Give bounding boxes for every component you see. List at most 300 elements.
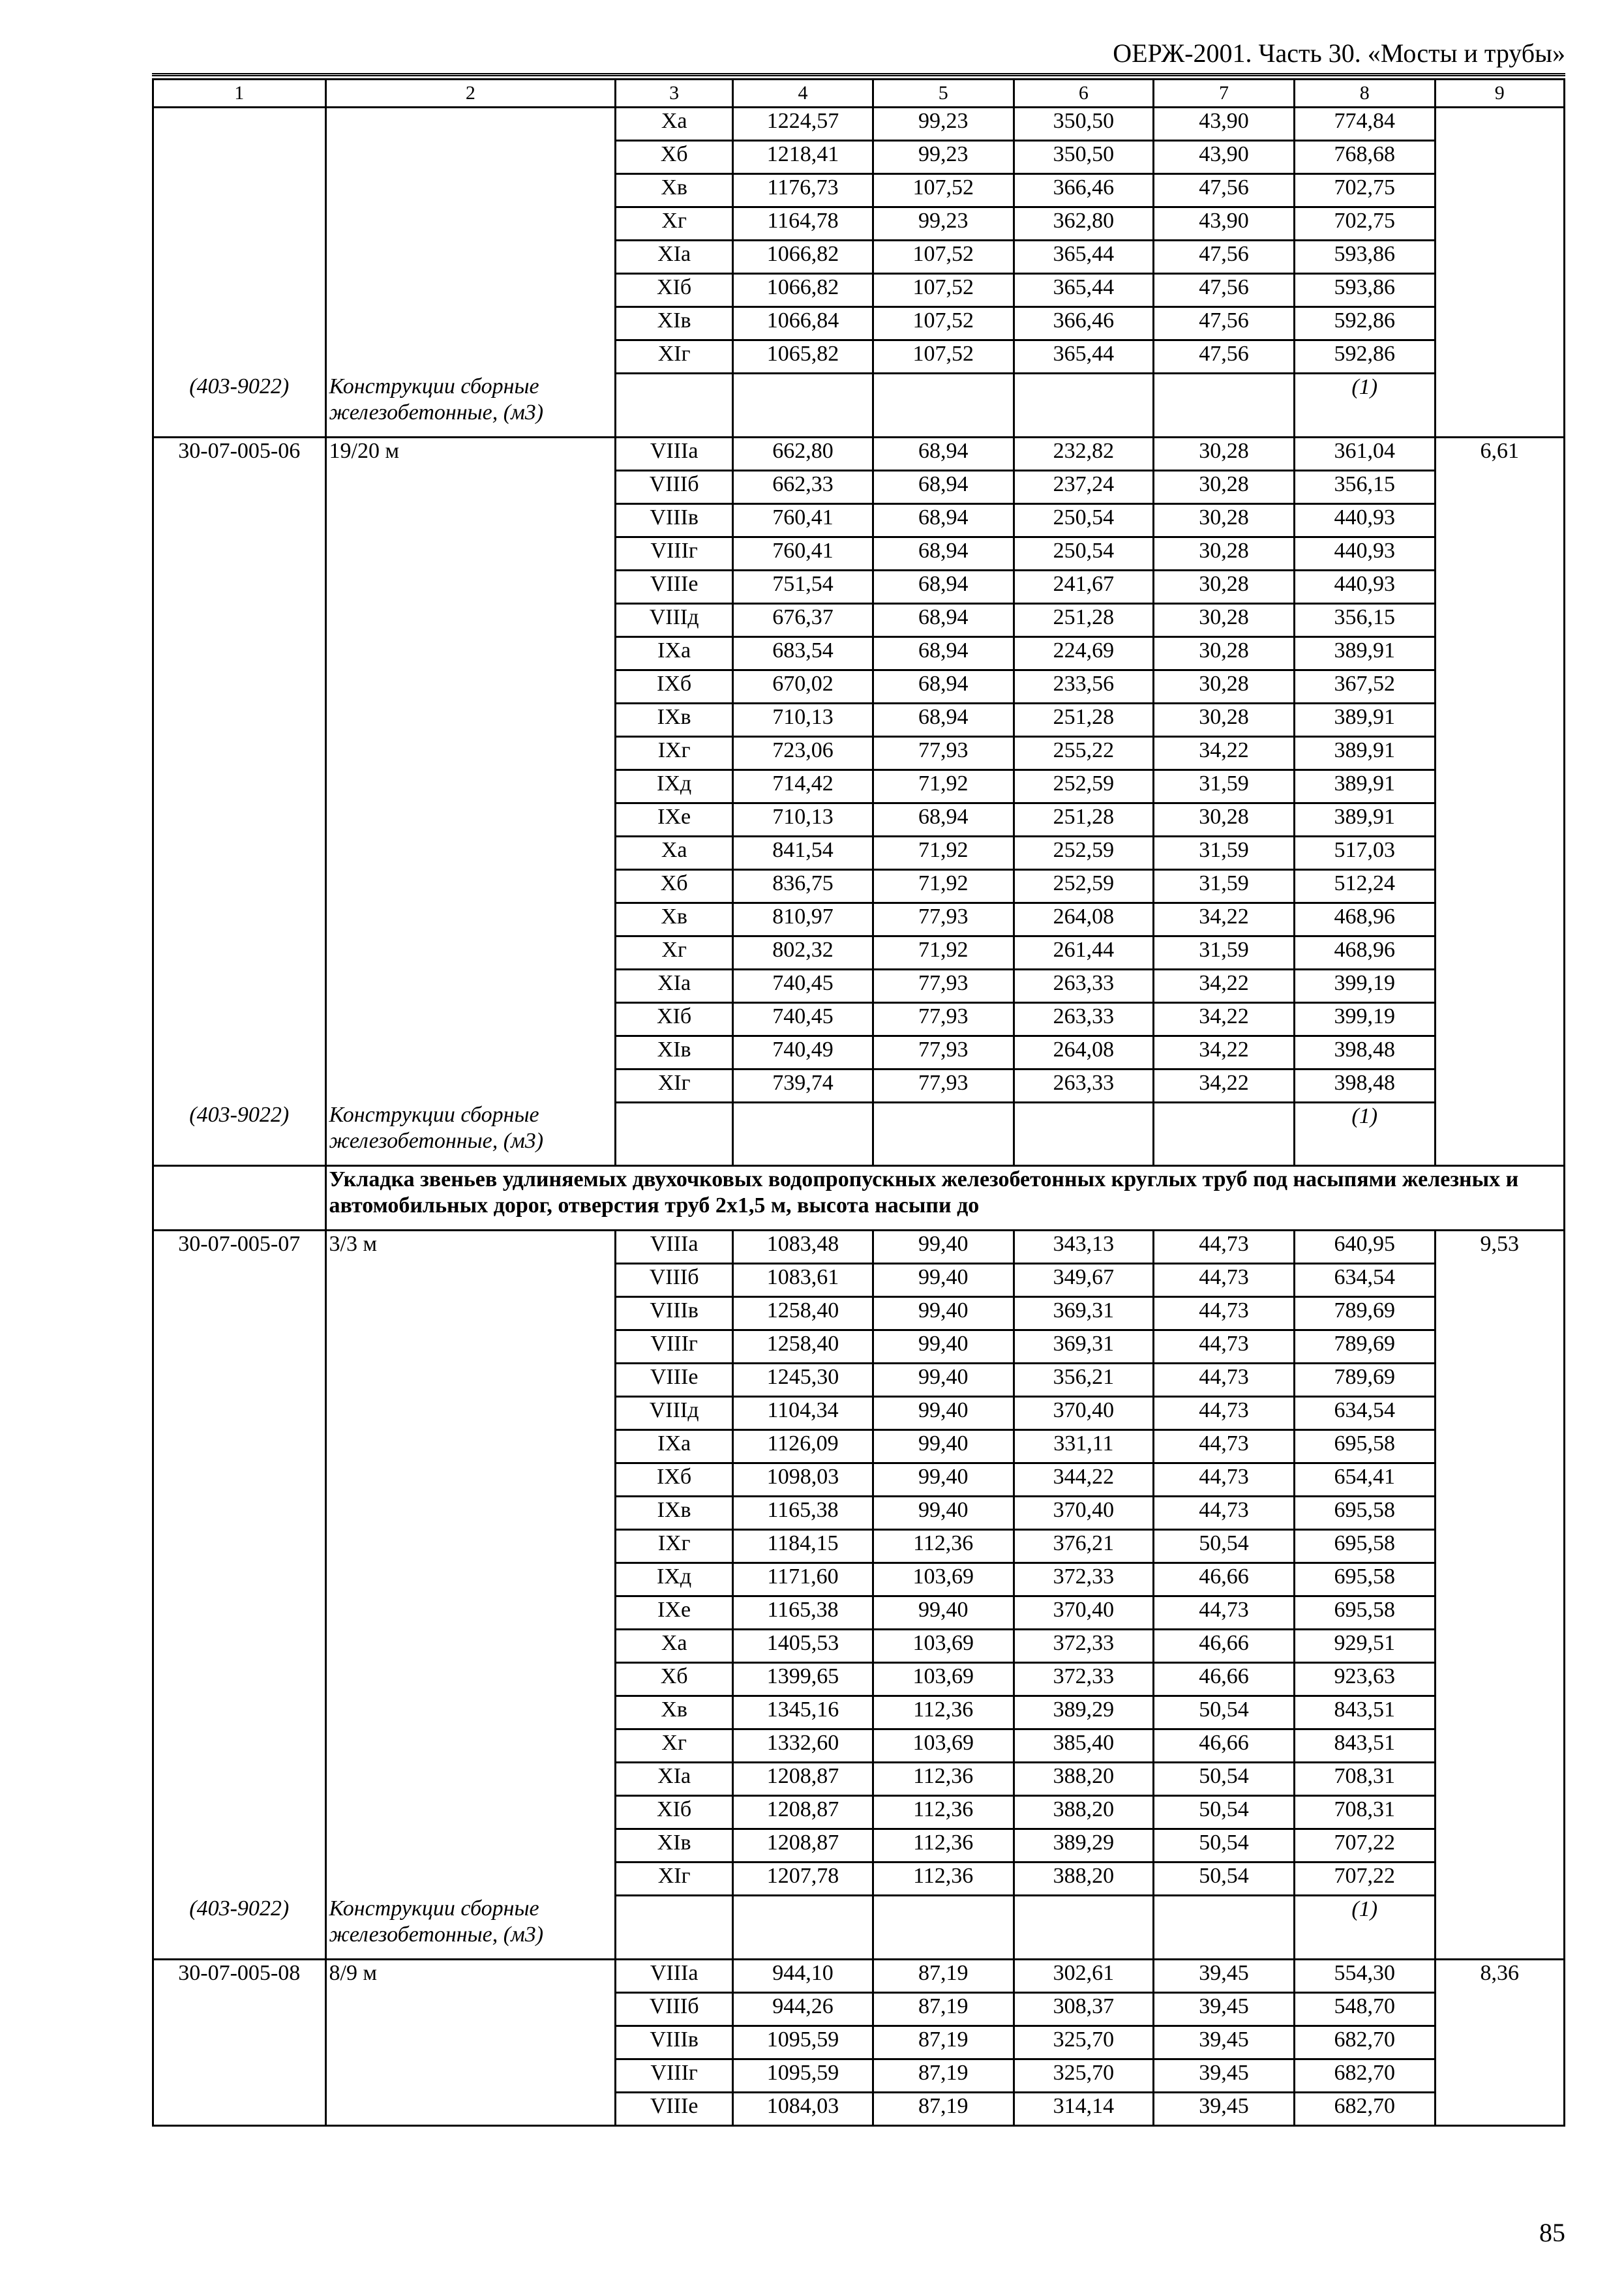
value-cell: 31,59 xyxy=(1154,770,1295,803)
value-cell: 389,29 xyxy=(1014,1696,1154,1729)
value-cell: 44,73 xyxy=(1154,1264,1295,1297)
value-cell: 107,52 xyxy=(873,274,1014,307)
value-cell: 99,40 xyxy=(873,1330,1014,1364)
description-cell: 19/20 м xyxy=(325,437,616,470)
total-cell xyxy=(1435,1264,1564,1297)
value-cell: 30,28 xyxy=(1154,703,1295,736)
empty-cell xyxy=(616,1896,733,1960)
description-cell xyxy=(325,241,616,274)
value-cell: 30,28 xyxy=(1154,503,1295,537)
value-cell: 30,28 xyxy=(1154,636,1295,670)
value-cell: 389,91 xyxy=(1294,736,1435,770)
code-cell xyxy=(153,1863,326,1896)
value-cell: 662,33 xyxy=(733,470,873,503)
value-cell: 43,90 xyxy=(1154,141,1295,174)
description-cell xyxy=(325,1002,616,1036)
table-row xyxy=(153,2059,1565,2092)
value-cell: 634,54 xyxy=(1294,1397,1435,1430)
value-cell: 1084,03 xyxy=(733,2092,873,2125)
value-cell: 695,58 xyxy=(1294,1430,1435,1463)
table-row xyxy=(153,437,1565,470)
value-cell: 263,33 xyxy=(1014,1069,1154,1102)
value-cell: 789,69 xyxy=(1294,1330,1435,1364)
value-cell: 370,40 xyxy=(1014,1596,1154,1630)
value-cell: 50,54 xyxy=(1154,1829,1295,1863)
description-cell xyxy=(325,1763,616,1796)
total-cell xyxy=(1435,374,1564,438)
value-cell: 370,40 xyxy=(1014,1397,1154,1430)
value-cell: 99,23 xyxy=(873,108,1014,141)
value-cell: 264,08 xyxy=(1014,903,1154,936)
description-cell xyxy=(325,1729,616,1763)
total-cell xyxy=(1435,1397,1564,1430)
value-cell: 250,54 xyxy=(1014,537,1154,570)
description-cell xyxy=(325,1663,616,1696)
value-cell: 362,80 xyxy=(1014,207,1154,241)
value-cell: 241,67 xyxy=(1014,570,1154,603)
value-cell: 71,92 xyxy=(873,770,1014,803)
value-cell: 263,33 xyxy=(1014,1002,1154,1036)
description-cell xyxy=(325,1630,616,1663)
value-cell: 46,66 xyxy=(1154,1663,1295,1696)
empty-cell xyxy=(873,1102,1014,1166)
value-cell: 68,94 xyxy=(873,703,1014,736)
total-cell xyxy=(1435,1002,1564,1036)
table-row xyxy=(153,1297,1565,1330)
total-cell xyxy=(1435,570,1564,603)
value-cell: 440,93 xyxy=(1294,537,1435,570)
column-number: 6 xyxy=(1014,80,1154,108)
value-cell: 592,86 xyxy=(1294,307,1435,340)
table-row xyxy=(153,1563,1565,1596)
value-cell: 107,52 xyxy=(873,174,1014,207)
value-cell: 1224,57 xyxy=(733,108,873,141)
zone-cell: IХг xyxy=(616,1530,733,1563)
value-cell: 361,04 xyxy=(1294,437,1435,470)
zone-cell: ХIб xyxy=(616,274,733,307)
table-row xyxy=(153,736,1565,770)
value-cell: 708,31 xyxy=(1294,1796,1435,1829)
value-cell: 252,59 xyxy=(1014,836,1154,869)
value-cell: 388,20 xyxy=(1014,1863,1154,1896)
value-cell: 77,93 xyxy=(873,736,1014,770)
value-cell: 634,54 xyxy=(1294,1264,1435,1297)
zone-cell: VIIIг xyxy=(616,2059,733,2092)
code-cell xyxy=(153,903,326,936)
table-row xyxy=(153,274,1565,307)
empty-cell xyxy=(1154,1896,1295,1960)
value-cell: 251,28 xyxy=(1014,803,1154,836)
total-cell xyxy=(1435,470,1564,503)
description-cell xyxy=(325,274,616,307)
table-row xyxy=(153,936,1565,969)
value-cell: 1207,78 xyxy=(733,1863,873,1896)
table-row xyxy=(153,108,1565,141)
column-number-row xyxy=(153,80,1565,108)
value-cell: 349,67 xyxy=(1014,1264,1154,1297)
value-cell: 34,22 xyxy=(1154,969,1295,1002)
zone-cell: Ха xyxy=(616,836,733,869)
total-cell xyxy=(1435,736,1564,770)
value-cell: 112,36 xyxy=(873,1829,1014,1863)
value-cell: 923,63 xyxy=(1294,1663,1435,1696)
value-cell: 640,95 xyxy=(1294,1231,1435,1264)
value-cell: 1218,41 xyxy=(733,141,873,174)
table-row xyxy=(153,570,1565,603)
value-cell: 356,21 xyxy=(1014,1364,1154,1397)
total-cell xyxy=(1435,1297,1564,1330)
table-row xyxy=(153,470,1565,503)
value-cell: 695,58 xyxy=(1294,1530,1435,1563)
code-cell: 30-07-005-06 xyxy=(153,437,326,470)
value-cell: 366,46 xyxy=(1014,174,1154,207)
total-cell xyxy=(1435,903,1564,936)
value-cell: 1104,34 xyxy=(733,1397,873,1430)
zone-cell: Хг xyxy=(616,207,733,241)
value-cell: 760,41 xyxy=(733,503,873,537)
value-cell: 1083,61 xyxy=(733,1264,873,1297)
code-cell xyxy=(153,1763,326,1796)
value-cell: 554,30 xyxy=(1294,1959,1435,1992)
table-row xyxy=(153,770,1565,803)
value-cell: 30,28 xyxy=(1154,603,1295,636)
table-row xyxy=(153,1036,1565,1069)
value-cell: 695,58 xyxy=(1294,1596,1435,1630)
description-cell xyxy=(325,903,616,936)
code-cell xyxy=(153,1563,326,1596)
value-cell: 372,33 xyxy=(1014,1630,1154,1663)
value-cell: 34,22 xyxy=(1154,1002,1295,1036)
column-number: 2 xyxy=(325,80,616,108)
value-cell: 77,93 xyxy=(873,1069,1014,1102)
table-row xyxy=(153,1796,1565,1829)
description-cell xyxy=(325,1330,616,1364)
table-row xyxy=(153,1069,1565,1102)
value-cell: 1095,59 xyxy=(733,2026,873,2059)
value-cell: 389,91 xyxy=(1294,803,1435,836)
resource-row xyxy=(153,1896,1565,1960)
table-row xyxy=(153,636,1565,670)
resource-description: Конструкции сборные железобетонные, (м3) xyxy=(325,374,616,438)
zone-cell: VIIIд xyxy=(616,603,733,636)
value-cell: 237,24 xyxy=(1014,470,1154,503)
code-cell xyxy=(153,969,326,1002)
table-row xyxy=(153,1863,1565,1896)
value-cell: 44,73 xyxy=(1154,1231,1295,1264)
zone-cell: IХб xyxy=(616,1463,733,1497)
value-cell: 370,40 xyxy=(1014,1497,1154,1530)
value-cell: 50,54 xyxy=(1154,1763,1295,1796)
value-cell: 389,29 xyxy=(1014,1829,1154,1863)
value-cell: 344,22 xyxy=(1014,1463,1154,1497)
total-cell xyxy=(1435,274,1564,307)
value-cell: 343,13 xyxy=(1014,1231,1154,1264)
zone-cell: Хг xyxy=(616,1729,733,1763)
value-cell: 264,08 xyxy=(1014,1036,1154,1069)
value-cell: 314,14 xyxy=(1014,2092,1154,2125)
value-cell: 50,54 xyxy=(1154,1863,1295,1896)
value-cell: 1095,59 xyxy=(733,2059,873,2092)
value-cell: 739,74 xyxy=(733,1069,873,1102)
empty-cell xyxy=(733,374,873,438)
zone-cell: VIIIв xyxy=(616,1297,733,1330)
total-cell xyxy=(1435,603,1564,636)
value-cell: 39,45 xyxy=(1154,2026,1295,2059)
resource-description: Конструкции сборные железобетонные, (м3) xyxy=(325,1102,616,1166)
description-cell xyxy=(325,636,616,670)
code-cell xyxy=(153,1002,326,1036)
value-cell: 233,56 xyxy=(1014,670,1154,703)
empty-cell xyxy=(873,374,1014,438)
total-cell xyxy=(1435,1696,1564,1729)
value-cell: 517,03 xyxy=(1294,836,1435,869)
value-cell: 68,94 xyxy=(873,570,1014,603)
code-cell xyxy=(153,174,326,207)
value-cell: 707,22 xyxy=(1294,1829,1435,1863)
empty-cell xyxy=(616,374,733,438)
zone-cell: ХIг xyxy=(616,1069,733,1102)
resource-code: (403-9022) xyxy=(153,1102,326,1166)
value-cell: 1332,60 xyxy=(733,1729,873,1763)
table-row xyxy=(153,207,1565,241)
value-cell: 350,50 xyxy=(1014,108,1154,141)
code-cell xyxy=(153,241,326,274)
table-row xyxy=(153,1596,1565,1630)
value-cell: 112,36 xyxy=(873,1696,1014,1729)
zone-cell: IХд xyxy=(616,770,733,803)
table-row xyxy=(153,670,1565,703)
value-cell: 39,45 xyxy=(1154,1992,1295,2026)
value-cell: 654,41 xyxy=(1294,1463,1435,1497)
value-cell: 112,36 xyxy=(873,1763,1014,1796)
empty-cell xyxy=(616,1102,733,1166)
value-cell: 929,51 xyxy=(1294,1630,1435,1663)
code-cell xyxy=(153,1663,326,1696)
norms-table xyxy=(152,78,1565,2127)
value-cell: 77,93 xyxy=(873,969,1014,1002)
column-number: 5 xyxy=(873,80,1014,108)
value-cell: 30,28 xyxy=(1154,537,1295,570)
empty-cell xyxy=(733,1102,873,1166)
code-cell xyxy=(153,307,326,340)
zone-cell: ХIв xyxy=(616,1036,733,1069)
value-cell: 71,92 xyxy=(873,936,1014,969)
zone-cell: Хб xyxy=(616,141,733,174)
table-row xyxy=(153,1696,1565,1729)
page-header-title: ОЕРЖ-2001. Часть 30. «Мосты и трубы» xyxy=(1113,38,1565,68)
description-cell xyxy=(325,2059,616,2092)
value-cell: 99,40 xyxy=(873,1497,1014,1530)
value-cell: 365,44 xyxy=(1014,274,1154,307)
column-number: 9 xyxy=(1435,80,1564,108)
value-cell: 44,73 xyxy=(1154,1596,1295,1630)
value-cell: 372,33 xyxy=(1014,1663,1154,1696)
description-cell xyxy=(325,1796,616,1829)
value-cell: 308,37 xyxy=(1014,1992,1154,2026)
code-cell xyxy=(153,2092,326,2125)
value-cell: 252,59 xyxy=(1014,770,1154,803)
value-cell: 841,54 xyxy=(733,836,873,869)
description-cell xyxy=(325,503,616,537)
total-cell xyxy=(1435,1497,1564,1530)
table-row xyxy=(153,1663,1565,1696)
value-cell: 261,44 xyxy=(1014,936,1154,969)
value-cell: 366,46 xyxy=(1014,307,1154,340)
table-row xyxy=(153,1231,1565,1264)
description-cell xyxy=(325,1530,616,1563)
value-cell: 810,97 xyxy=(733,903,873,936)
table-row xyxy=(153,1397,1565,1430)
description-cell xyxy=(325,770,616,803)
code-cell xyxy=(153,670,326,703)
value-cell: 39,45 xyxy=(1154,1959,1295,1992)
resource-description: Конструкции сборные железобетонные, (м3) xyxy=(325,1896,616,1960)
value-cell: 723,06 xyxy=(733,736,873,770)
resource-row xyxy=(153,374,1565,438)
value-cell: 31,59 xyxy=(1154,836,1295,869)
table-row xyxy=(153,1992,1565,2026)
value-cell: 1345,16 xyxy=(733,1696,873,1729)
value-cell: 71,92 xyxy=(873,836,1014,869)
zone-cell: Хв xyxy=(616,174,733,207)
table-row xyxy=(153,1364,1565,1397)
value-cell: 99,40 xyxy=(873,1231,1014,1264)
zone-cell: VIIIб xyxy=(616,470,733,503)
zone-cell: VIIIа xyxy=(616,437,733,470)
value-cell: 68,94 xyxy=(873,537,1014,570)
value-cell: 367,52 xyxy=(1294,670,1435,703)
value-cell: 710,13 xyxy=(733,803,873,836)
zone-cell: IХа xyxy=(616,636,733,670)
code-cell xyxy=(153,108,326,141)
total-cell xyxy=(1435,1663,1564,1696)
table-row xyxy=(153,2092,1565,2125)
empty-cell xyxy=(1014,374,1154,438)
total-cell xyxy=(1435,670,1564,703)
table-row xyxy=(153,1763,1565,1796)
value-cell: 44,73 xyxy=(1154,1297,1295,1330)
value-cell: 682,70 xyxy=(1294,2026,1435,2059)
value-cell: 47,56 xyxy=(1154,307,1295,340)
code-cell xyxy=(153,1364,326,1397)
value-cell: 376,21 xyxy=(1014,1530,1154,1563)
empty-cell xyxy=(1014,1896,1154,1960)
value-cell: 87,19 xyxy=(873,1959,1014,1992)
description-cell xyxy=(325,2026,616,2059)
value-cell: 39,45 xyxy=(1154,2059,1295,2092)
value-cell: 87,19 xyxy=(873,2026,1014,2059)
value-cell: 50,54 xyxy=(1154,1796,1295,1829)
value-cell: 662,80 xyxy=(733,437,873,470)
value-cell: 1066,82 xyxy=(733,274,873,307)
page-number: 85 xyxy=(1539,2218,1565,2247)
total-cell xyxy=(1435,108,1564,141)
value-cell: 1171,60 xyxy=(733,1563,873,1596)
column-number: 1 xyxy=(153,80,326,108)
code-cell xyxy=(153,736,326,770)
value-cell: 468,96 xyxy=(1294,936,1435,969)
table-row xyxy=(153,1002,1565,1036)
value-cell: 440,93 xyxy=(1294,503,1435,537)
description-cell xyxy=(325,340,616,374)
value-cell: 695,58 xyxy=(1294,1497,1435,1530)
table-row xyxy=(153,241,1565,274)
value-cell: 44,73 xyxy=(1154,1330,1295,1364)
value-cell: 44,73 xyxy=(1154,1430,1295,1463)
zone-cell: IХг xyxy=(616,736,733,770)
value-cell: 47,56 xyxy=(1154,241,1295,274)
code-cell xyxy=(153,1796,326,1829)
value-cell: 702,75 xyxy=(1294,207,1435,241)
value-cell: 99,40 xyxy=(873,1463,1014,1497)
description-cell xyxy=(325,936,616,969)
value-cell: 46,66 xyxy=(1154,1563,1295,1596)
total-cell xyxy=(1435,1430,1564,1463)
value-cell: 356,15 xyxy=(1294,603,1435,636)
zone-cell: VIIIе xyxy=(616,1364,733,1397)
table-row xyxy=(153,1630,1565,1663)
description-cell xyxy=(325,836,616,869)
column-number: 4 xyxy=(733,80,873,108)
total-cell xyxy=(1435,537,1564,570)
value-cell: 1184,15 xyxy=(733,1530,873,1563)
value-cell: 1208,87 xyxy=(733,1763,873,1796)
value-cell: 1258,40 xyxy=(733,1297,873,1330)
value-cell: 68,94 xyxy=(873,803,1014,836)
value-cell: 1399,65 xyxy=(733,1663,873,1696)
empty-cell xyxy=(873,1896,1014,1960)
value-cell: 99,40 xyxy=(873,1397,1014,1430)
value-cell: 789,69 xyxy=(1294,1297,1435,1330)
value-cell: 34,22 xyxy=(1154,1069,1295,1102)
section-heading-row xyxy=(153,1166,1565,1231)
value-cell: 593,86 xyxy=(1294,274,1435,307)
value-cell: 512,24 xyxy=(1294,869,1435,903)
resource-code: (403-9022) xyxy=(153,374,326,438)
value-cell: 47,56 xyxy=(1154,340,1295,374)
code-cell xyxy=(153,603,326,636)
value-cell: 255,22 xyxy=(1014,736,1154,770)
column-number: 8 xyxy=(1294,80,1435,108)
total-cell xyxy=(1435,1896,1564,1960)
value-cell: 68,94 xyxy=(873,670,1014,703)
code-cell xyxy=(153,141,326,174)
value-cell: 87,19 xyxy=(873,2059,1014,2092)
value-cell: 87,19 xyxy=(873,1992,1014,2026)
value-cell: 399,19 xyxy=(1294,1002,1435,1036)
total-cell xyxy=(1435,936,1564,969)
value-cell: 250,54 xyxy=(1014,503,1154,537)
value-cell: 1208,87 xyxy=(733,1829,873,1863)
value-cell: 388,20 xyxy=(1014,1796,1154,1829)
value-cell: 1066,84 xyxy=(733,307,873,340)
code-cell xyxy=(153,1596,326,1630)
code-cell xyxy=(153,770,326,803)
value-cell: 77,93 xyxy=(873,903,1014,936)
resource-unit-ref: (1) xyxy=(1294,1102,1435,1166)
value-cell: 389,91 xyxy=(1294,770,1435,803)
total-cell xyxy=(1435,1563,1564,1596)
value-cell: 843,51 xyxy=(1294,1696,1435,1729)
value-cell: 31,59 xyxy=(1154,869,1295,903)
code-cell xyxy=(153,570,326,603)
resource-unit-ref: (1) xyxy=(1294,1896,1435,1960)
table-row xyxy=(153,1430,1565,1463)
zone-cell: VIIIб xyxy=(616,1992,733,2026)
value-cell: 843,51 xyxy=(1294,1729,1435,1763)
code-cell xyxy=(153,703,326,736)
description-cell xyxy=(325,1992,616,2026)
